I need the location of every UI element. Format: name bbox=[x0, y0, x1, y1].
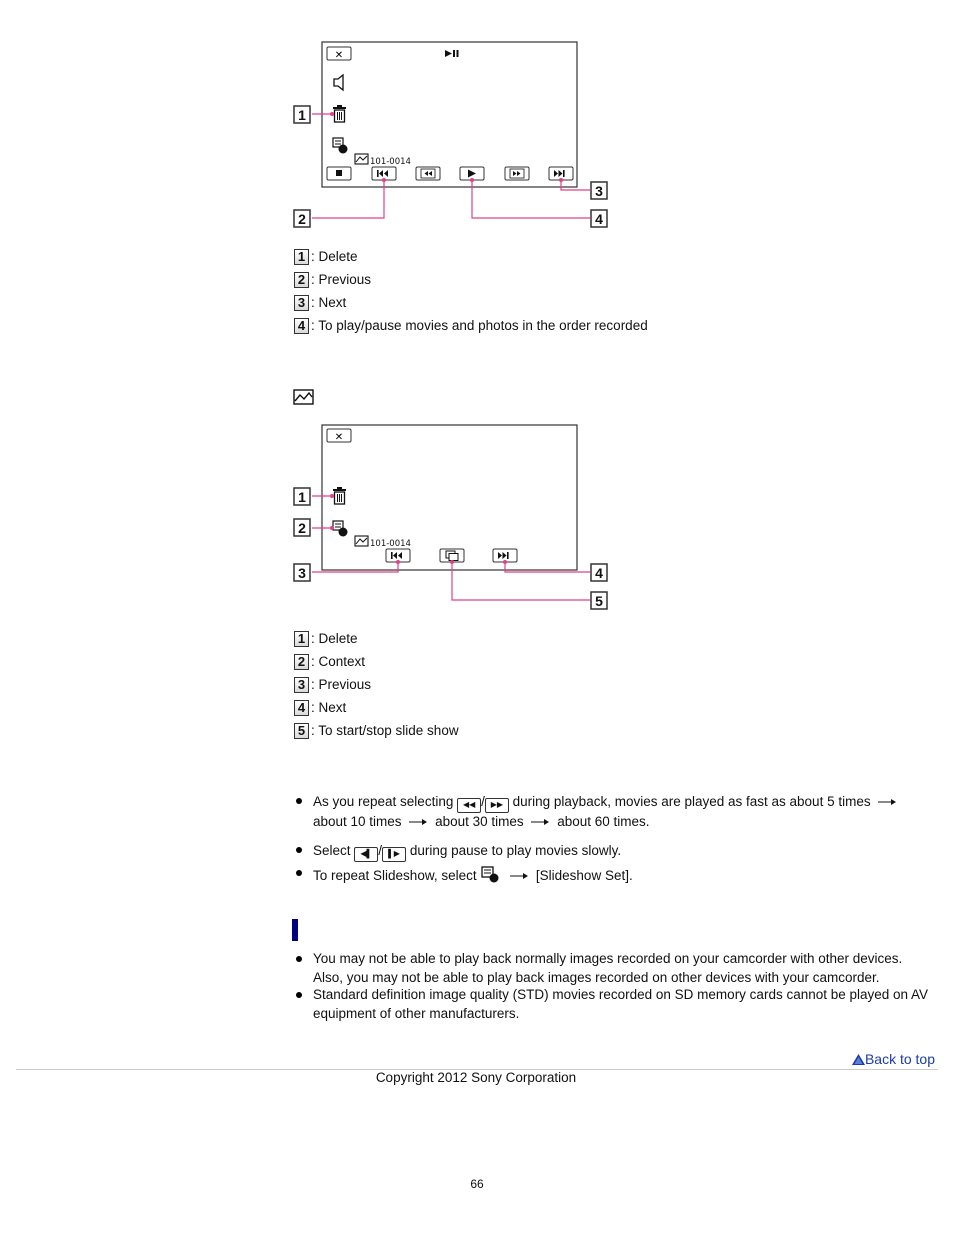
callout-4: 4 bbox=[595, 211, 603, 227]
photo-playback-diagram bbox=[290, 422, 620, 617]
legend-item: 3 : Next bbox=[294, 291, 648, 314]
stop-button bbox=[327, 167, 351, 180]
slow-reverse-icon: ◀▌ bbox=[354, 847, 378, 862]
photo-section-icon bbox=[293, 388, 317, 411]
legend-photo-playback bbox=[294, 627, 459, 742]
legend-item: 2 : Previous bbox=[294, 268, 648, 291]
page-number: 66 bbox=[470, 1177, 484, 1191]
note-item: You may not be able to play back normally images recorded on your camcorder with other devices. Also, you may not be able to play back images recorded on other devices with your camcorder. bbox=[313, 950, 933, 987]
close-icon bbox=[327, 429, 351, 443]
copyright: Copyright 2012 Sony Corporation bbox=[375, 1070, 577, 1085]
rewind-icon: ◀◀ bbox=[457, 798, 481, 813]
callout-1: 1 bbox=[298, 107, 306, 123]
close-icon bbox=[327, 47, 351, 61]
callout-2: 2 bbox=[298, 520, 306, 536]
callout-5: 5 bbox=[595, 593, 603, 609]
arrow-right-icon bbox=[510, 872, 528, 880]
fast-forward-button bbox=[505, 167, 529, 180]
slow-forward-icon: ▌▶ bbox=[382, 847, 406, 862]
svg-text:✕: ✕ bbox=[334, 432, 344, 443]
legend-movie-playback bbox=[294, 245, 648, 337]
legend-item: 2 : Context bbox=[294, 650, 459, 673]
legend-item: 3 : Previous bbox=[294, 673, 459, 696]
file-number: 101-0014 bbox=[370, 157, 411, 167]
legend-item: 5 : To start/stop slide show bbox=[294, 719, 459, 742]
legend-item: 4 : To play/pause movies and photos in the order recorded bbox=[294, 314, 648, 337]
rewind-button bbox=[416, 167, 440, 180]
callout-3: 3 bbox=[595, 183, 603, 199]
callout-4: 4 bbox=[595, 565, 603, 581]
tip-repeat-slideshow: To repeat Slideshow, select [Slideshow Set]. bbox=[313, 865, 933, 886]
callout-1: 1 bbox=[298, 489, 306, 505]
context-icon bbox=[480, 865, 502, 883]
delete-icon bbox=[333, 487, 346, 504]
arrow-right-icon bbox=[531, 818, 549, 826]
arrow-right-icon bbox=[878, 798, 896, 806]
legend-item: 4 : Next bbox=[294, 696, 459, 719]
arrow-right-icon bbox=[409, 818, 427, 826]
delete-icon bbox=[333, 105, 346, 122]
callout-2: 2 bbox=[298, 211, 306, 227]
svg-text:✕: ✕ bbox=[334, 50, 344, 61]
file-number: 101-0014 bbox=[370, 539, 411, 549]
movie-playback-diagram bbox=[290, 40, 620, 235]
callout-3: 3 bbox=[298, 565, 306, 581]
legend-item: 1 : Delete bbox=[294, 627, 459, 650]
up-arrow-icon bbox=[852, 1054, 865, 1065]
tip-slow-play: Select ◀▌ / ▌▶ during pause to play movies slowly. bbox=[313, 842, 933, 862]
fast-forward-icon: ▶▶ bbox=[485, 798, 509, 813]
tip-fast-play: As you repeat selecting ◀◀ / ▶▶ during playback, movies are played as fast as about 5 times about 10 times about 30 times about 60 times. bbox=[313, 793, 933, 831]
note-item: Standard definition image quality (STD) movies recorded on SD memory cards cannot be played on AV equipment of other manufacturers. bbox=[313, 986, 933, 1023]
legend-item: 1 : Delete bbox=[294, 245, 648, 268]
notes-section-marker bbox=[292, 919, 298, 941]
back-to-top-link[interactable]: Back to top bbox=[852, 1051, 935, 1067]
